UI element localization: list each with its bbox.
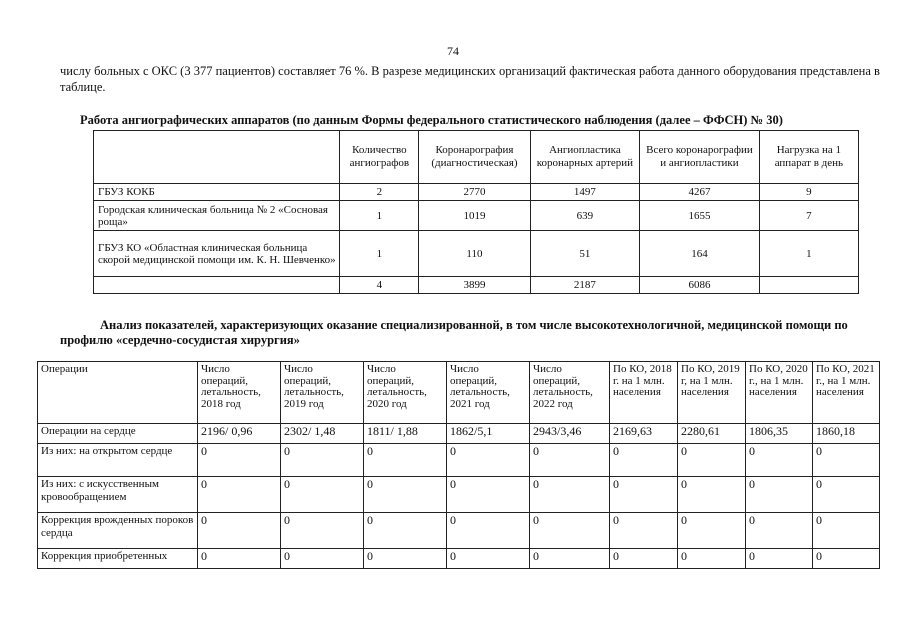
table-cell: 1497: [530, 184, 639, 201]
table-cell: 0: [198, 444, 281, 477]
table-cell: [94, 277, 340, 294]
table-cell: 0: [530, 444, 610, 477]
table-cell: 0: [447, 549, 530, 569]
table-cell: 0: [678, 477, 746, 513]
table-cell: 0: [198, 513, 281, 549]
table-cell: ГБУЗ КОКБ: [94, 184, 340, 201]
table-row: [38, 549, 880, 569]
table-cell: 0: [813, 444, 880, 477]
table-cell: 4: [340, 277, 419, 294]
table-cell: 1: [340, 231, 419, 277]
table-cell: 1019: [419, 201, 530, 231]
table-cell: 0: [610, 513, 678, 549]
table-cell: 110: [419, 231, 530, 277]
table2-caption: Анализ показателей, характеризующих оказание специализированной, в том числе высокотехнологичной, медицинской помощи по профилю «сердечно-сосудистая хирургия»: [60, 318, 848, 347]
table2-header-row: [38, 362, 880, 424]
table-cell: 0: [447, 444, 530, 477]
table-cell: 0: [281, 549, 364, 569]
table-row: [38, 424, 880, 444]
table-cell: 0: [678, 513, 746, 549]
table-row-total: [94, 277, 859, 294]
header-cell: Нагрузка на 1 аппарат в день: [759, 131, 858, 184]
table-cell: 0: [530, 513, 610, 549]
table-cell: 0: [530, 477, 610, 513]
header-cell: Ангиопластика коронарных артерий: [530, 131, 639, 184]
table-cell: 1655: [640, 201, 760, 231]
table-cell: 0: [198, 549, 281, 569]
table-cell: 0: [281, 513, 364, 549]
header-cell: По КО, 2019 г, на 1 млн. населения: [678, 362, 746, 424]
table-cell: 0: [364, 513, 447, 549]
table-cell: 0: [678, 549, 746, 569]
table1-caption: Работа ангиографических аппаратов (по данным Формы федерального статистического наблюдения (далее – ФФСН) № 30): [80, 113, 783, 127]
table-cell: 2770: [419, 184, 530, 201]
table-cell: 1811/ 1,88: [364, 424, 447, 444]
table-row: [94, 231, 859, 277]
intro-paragraph: числу больных с ОКС (3 377 пациентов) составляет 76 %. В разрезе медицинских организаций фактическая работа данного оборудования представлена в таблице.: [60, 64, 880, 94]
header-cell: Операции: [38, 362, 198, 424]
header-cell: По КО, 2020 г., на 1 млн. населения: [746, 362, 813, 424]
table-cell: 2169,63: [610, 424, 678, 444]
table-cell: 0: [610, 477, 678, 513]
table-cell: 2280,61: [678, 424, 746, 444]
table-cell: 6086: [640, 277, 760, 294]
header-cell: Число операций, летальность, 2022 год: [530, 362, 610, 424]
header-cell: Число операций, летальность, 2018 год: [198, 362, 281, 424]
table-cell: 0: [281, 477, 364, 513]
table-cell: 1: [759, 231, 858, 277]
header-cell: Количество ангиографов: [340, 131, 419, 184]
table-cell: 164: [640, 231, 760, 277]
table-cell: 0: [746, 444, 813, 477]
table-cell: Коррекция врожденных пороков сердца: [38, 513, 198, 549]
table-cell: 51: [530, 231, 639, 277]
table-cell: 2: [340, 184, 419, 201]
table-cell: 1: [340, 201, 419, 231]
angiography-table: [93, 130, 859, 294]
table-cell: 2302/ 1,48: [281, 424, 364, 444]
header-cell: Число операций, летальность, 2019 год: [281, 362, 364, 424]
table-cell: 0: [678, 444, 746, 477]
header-cell: Число операций, летальность, 2020 год: [364, 362, 447, 424]
table-cell: 0: [813, 549, 880, 569]
table-cell: 0: [281, 444, 364, 477]
table1-header-row: [94, 131, 859, 184]
table-cell: 0: [610, 549, 678, 569]
table-cell: Операции на сердце: [38, 424, 198, 444]
table-row: [38, 444, 880, 477]
table-cell: 2196/ 0,96: [198, 424, 281, 444]
table-cell: [759, 277, 858, 294]
table-cell: 639: [530, 201, 639, 231]
table-cell: 2943/3,46: [530, 424, 610, 444]
table-cell: 0: [746, 477, 813, 513]
header-cell: Коронарография (диагностическая): [419, 131, 530, 184]
cardiac-surgery-table: [37, 361, 880, 569]
header-cell: Всего коронарографии и ангиопластики: [640, 131, 760, 184]
table-cell: 0: [447, 513, 530, 549]
table-cell: 4267: [640, 184, 760, 201]
header-cell: Число операций, летальность, 2021 год: [447, 362, 530, 424]
table-cell: 0: [746, 513, 813, 549]
table-cell: Городская клиническая больница № 2 «Сосновая роща»: [94, 201, 340, 231]
page-number: 74: [447, 44, 459, 58]
table-cell: Из них: с искусственным кровообращением: [38, 477, 198, 513]
table-cell: 3899: [419, 277, 530, 294]
table-cell: 1862/5,1: [447, 424, 530, 444]
table-cell: 0: [746, 549, 813, 569]
table-cell: 0: [447, 477, 530, 513]
table-cell: 1860,18: [813, 424, 880, 444]
table-cell: 0: [813, 513, 880, 549]
header-cell: По КО, 2021 г., на 1 млн. населения: [813, 362, 880, 424]
header-cell: [94, 131, 340, 184]
table-row: [38, 513, 880, 549]
table-cell: 0: [198, 477, 281, 513]
table-cell: Коррекция приобретенных: [38, 549, 198, 569]
table-row: [94, 201, 859, 231]
table-cell: 9: [759, 184, 858, 201]
header-cell: По КО, 2018 г. на 1 млн. населения: [610, 362, 678, 424]
table-cell: 0: [364, 477, 447, 513]
table-cell: 0: [813, 477, 880, 513]
table-row: [94, 184, 859, 201]
table-cell: 0: [364, 444, 447, 477]
table-cell: 7: [759, 201, 858, 231]
table-cell: ГБУЗ КО «Областная клиническая больница скорой медицинской помощи им. К. Н. Шевченко»: [94, 231, 340, 277]
table-cell: 0: [364, 549, 447, 569]
table-cell: 0: [530, 549, 610, 569]
table-cell: 0: [610, 444, 678, 477]
table-cell: Из них: на открытом сердце: [38, 444, 198, 477]
table-cell: 2187: [530, 277, 639, 294]
table-cell: 1806,35: [746, 424, 813, 444]
table-row: [38, 477, 880, 513]
